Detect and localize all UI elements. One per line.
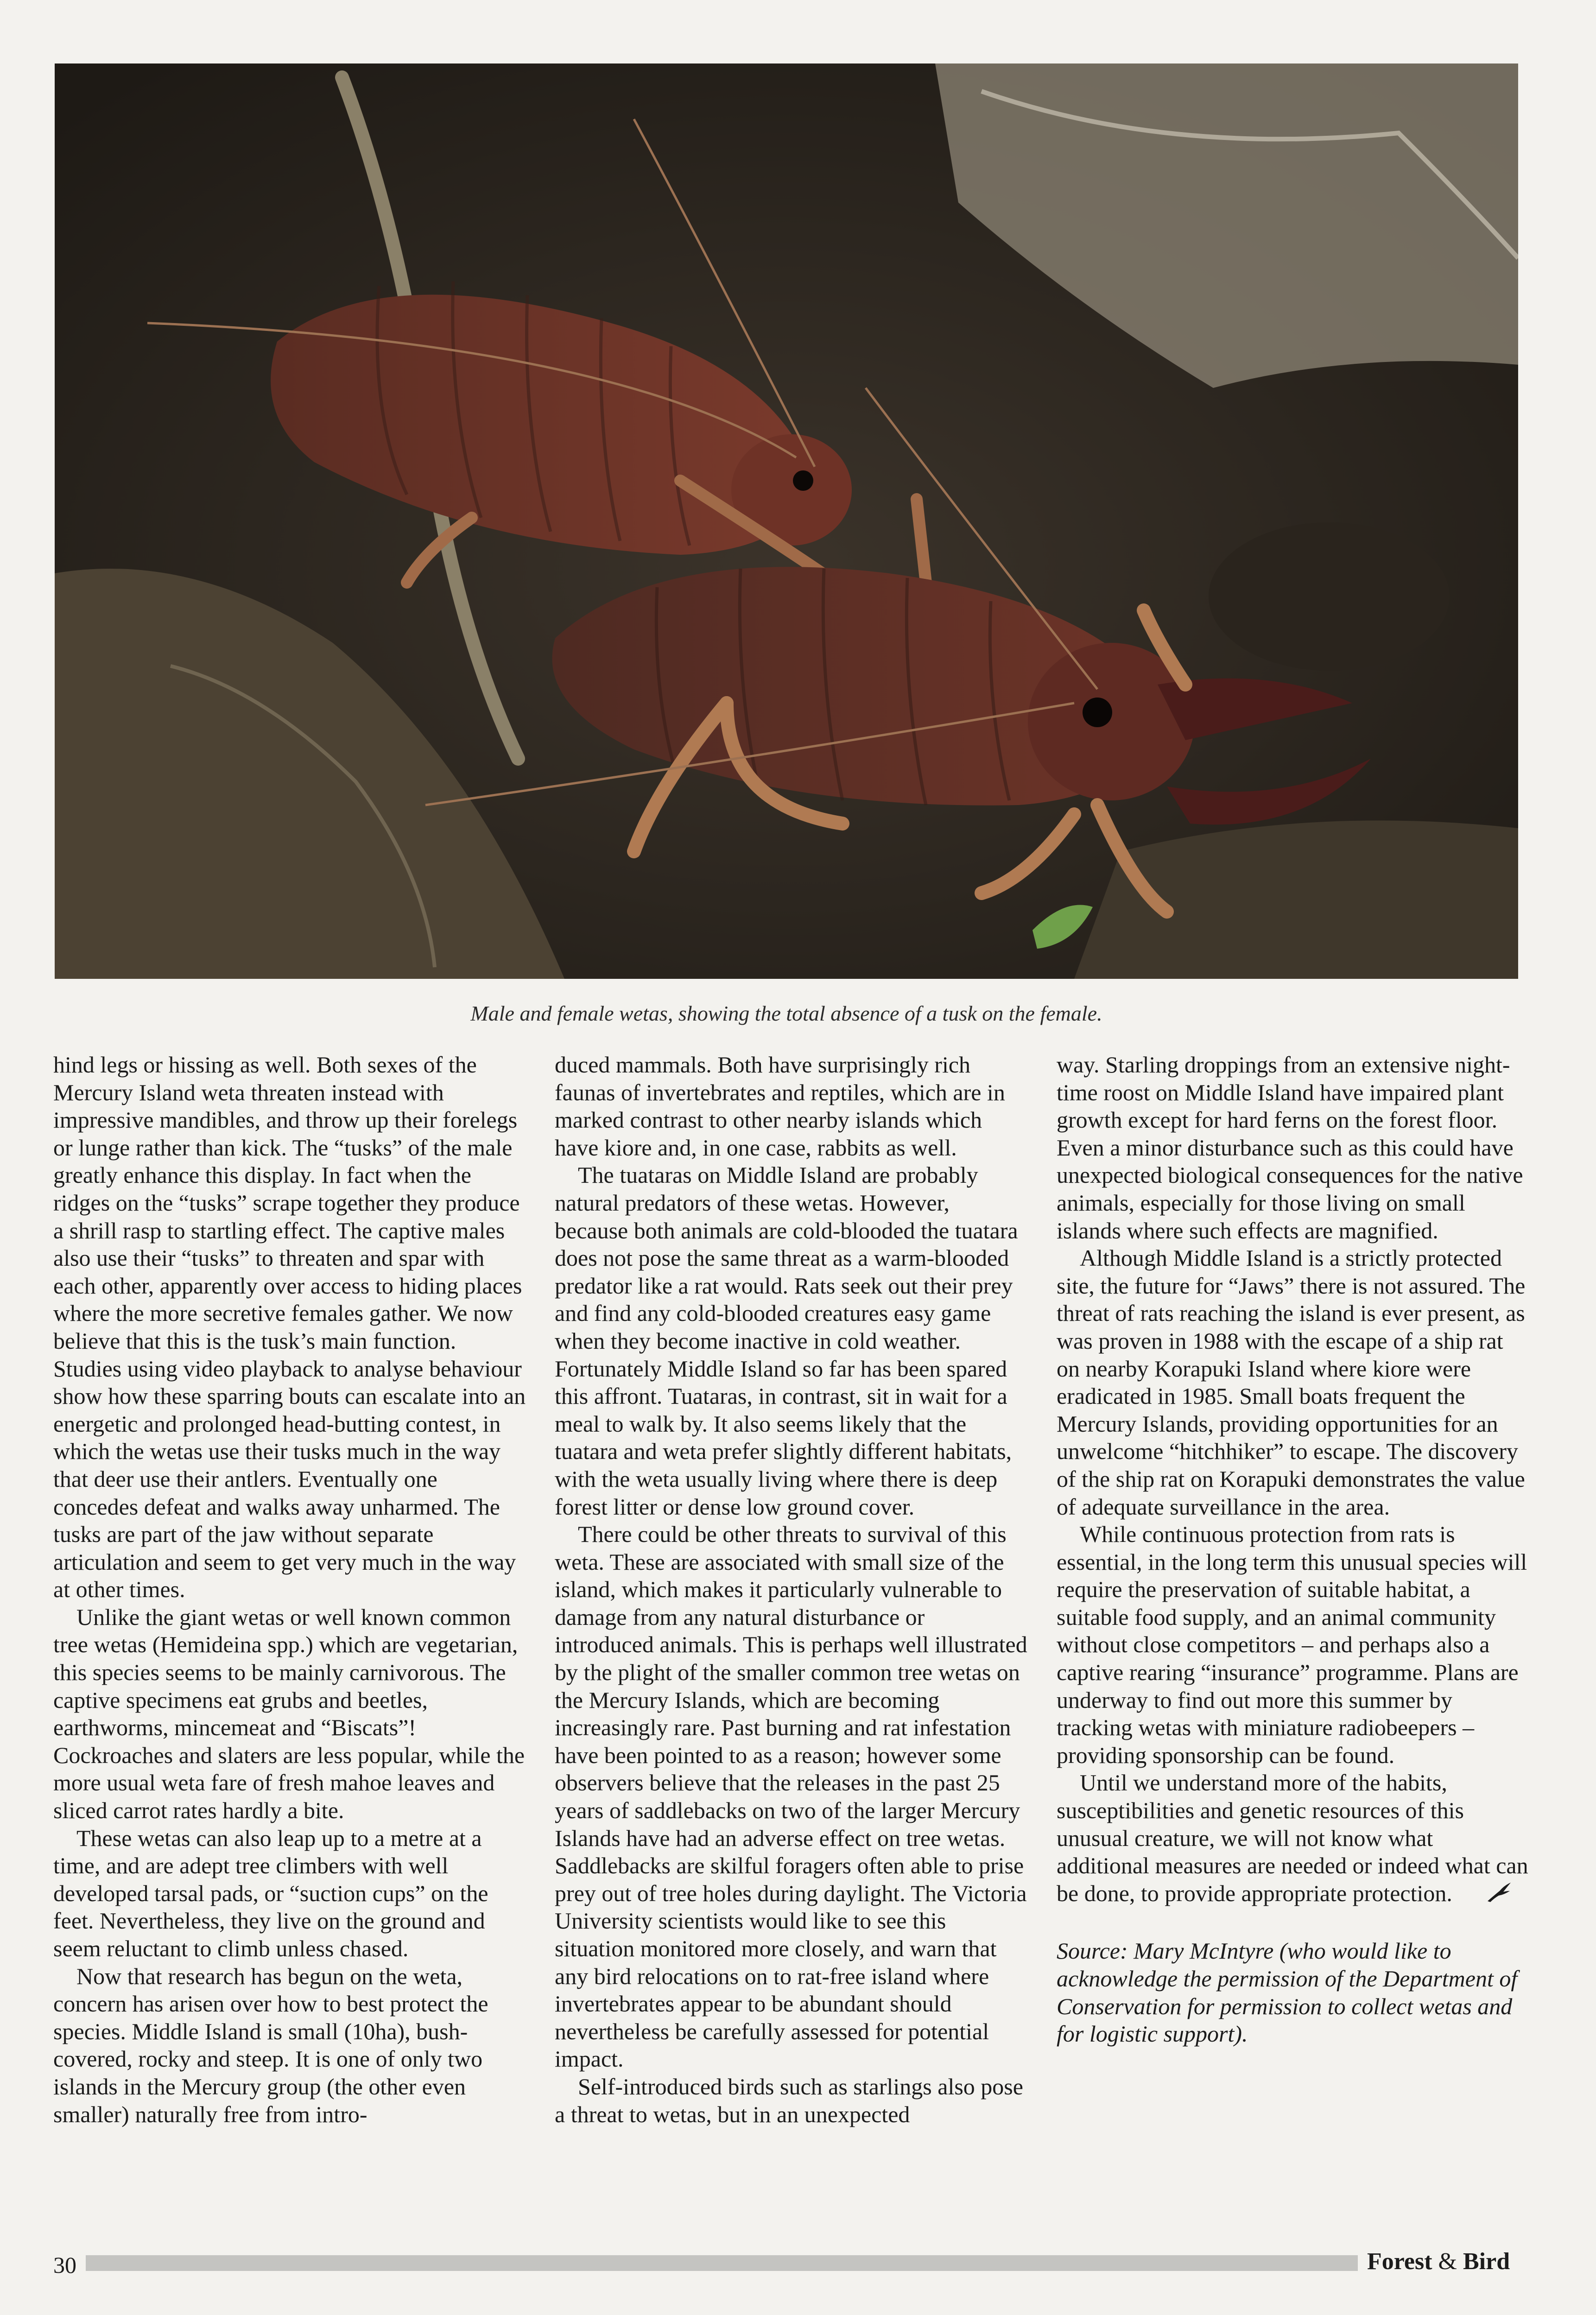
paragraph: Unlike the giant wetas or well known common tree wetas (Hemideina spp.) which are vegetarian, this species seems to be mainly carnivorous. The captive specimens eat grubs and beetles, earthworms, mincemeat and “Biscats”! Cockroaches and slaters are less popular, while the more usual weta fare of fresh mahoe leaves and sliced carrot rates hardly a bite. [53,1604,525,1824]
paragraph: There could be other threats to survival of this weta. These are associated with small size of the island, which makes it particularly vulnerable to damage from any natural disturbance or introduced animals. This is perhaps well illustrated by the plight of the smaller common tree wetas on the Mercury Islands, which are becoming increasingly rare. Past burning and rat infestation have been pointed to as a reason; however some observers believe that the releases in the past 25 years of saddlebacks on two of the larger Mercury Islands have had an adverse effect on tree wetas. Saddlebacks are skilful foragers often able to prise prey out of tree holes during daylight. The Victoria University scientists would like to see this situation monitored more closely, and warn that any bird relocations on to rat-free island where invertebrates appear to be abundant should nevertheless be carefully assessed for potential impact. [555,1521,1027,2072]
paragraph: hind legs or hissing as well. Both sexes of the Mercury Island weta threaten instead with impressive mandibles, and throw up their forelegs or lunge rather than kick. The “tusks” of the male greatly enhance this display. In fact when the ridges on the “tusks” scrape together they produce a shrill rasp to startling effect. The captive males also use their “tusks” to threaten and spar with each other, apparently over access to hiding places where the more secretive females gather. We now believe that this is the tusk’s main function. Studies using video playback to analyse behaviour show how these sparring bouts can escalate into an energetic and prolonged head-butting contest, in which the wetas use their tusks much in the way that deer use their antlers. Eventually one concedes defeat and walks away unharmed. The tusks are part of the jaw without separate articulation and seem to get very much in the way at other times. [53,1052,526,1603]
paragraph-final [1057,1769,1529,1910]
footer-rule [86,2255,1358,2271]
paragraph: The tuataras on Middle Island are probably natural predators of these wetas. However, because both animals are cold-blooded the tuatara does not pose the same threat as a warm-blooded predator like a rat would. Rats seek out their prey and find any cold-blooded creatures easy game when they become inactive in cold weather. Fortunately Middle Island so far has been spared this affront. Tuataras, in contrast, sit in wait for a meal to walk by. It also seems likely that the tuatara and weta prefer slightly different habitats, with the weta usually living where there is deep forest litter or dense low ground cover. [555,1162,1018,1520]
publication-ampersand: & [1438,2248,1457,2275]
weta-photo [55,63,1518,979]
column-3 [1057,1051,1529,2048]
paragraph: Although Middle Island is a strictly protected site, the future for “Jaws” there is not assured. The threat of rats reaching the island is ever present, as was proven in 1988 with the escape of a ship rat on nearby Korapuki Island where kiore were eradicated in 1985. Small boats frequent the Mercury Islands, providing opportunities for an unwelcome “hitchhiker” to escape. The discovery of the ship rat on Korapuki demonstrates the value of adequate surveillance in the area. [1057,1245,1526,1520]
paragraph-final-text: Until we understand more of the habits, susceptibilities and genetic resources of this unusual creature, we will not know what additional measures are needed or indeed what can be done, to provide appropriate protection. [1057,1770,1528,1906]
paragraph: duced mammals. Both have surprisingly rich faunas of invertebrates and reptiles, which are in marked contrast to other nearby islands which have kiore and, in one case, rabbits as well. [555,1052,1005,1161]
paragraph: While continuous protection from rats is essential, in the long term this unusual species will require the preservation of suitable habitat, a suitable food supply, and an animal community without close competitors – and perhaps also a captive rearing “insurance” programme. Plans are underway to find out more this summer by tracking wetas with miniature radiobeepers – providing sponsorship can be found. [1057,1521,1527,1768]
page-number: 30 [53,2252,76,2278]
column-1 [53,1051,526,2128]
paragraph: These wetas can also leap up to a metre at a time, and are adept tree climbers with well developed tarsal pads, or “suction cups” on the feet. Nevertheless, they live on the ground and seem reluctant to climb unless chased. [53,1825,488,1961]
paragraph: Self-introduced birds such as starlings also pose a threat to wetas, but in an unexpected [555,2073,1023,2127]
publication-name [1367,2248,1510,2275]
column-2 [555,1051,1027,2128]
publication-name-part: Bird [1463,2248,1510,2275]
weta-illustration [55,63,1518,979]
publication-name-part: Forest [1367,2248,1432,2275]
source-credit: Source: Mary McIntyre (who would like to acknowledge the permission of the Department of Conservation for permission to collect wetas and for logistic support). [1057,1938,1518,2047]
bird-end-mark-icon [1463,1881,1513,1910]
paragraph: Now that research has begun on the weta, concern has arisen over how to best protect the species. Middle Island is small (10ha), bush-covered, rocky and steep. It is one of only two islands in the Mercury group (the other even smaller) naturally free from intro- [53,1963,488,2127]
photo-caption: Male and female wetas, showing the total absence of a tusk on the female. [470,1002,1102,1025]
paragraph: way. Starling droppings from an extensive night-time roost on Middle Island have impaired plant growth except for hard ferns on the forest floor. Even a minor disturbance such as this could have unexpected biological consequences for the native animals, especially for those living on small islands where such effects are magnified. [1057,1052,1523,1243]
